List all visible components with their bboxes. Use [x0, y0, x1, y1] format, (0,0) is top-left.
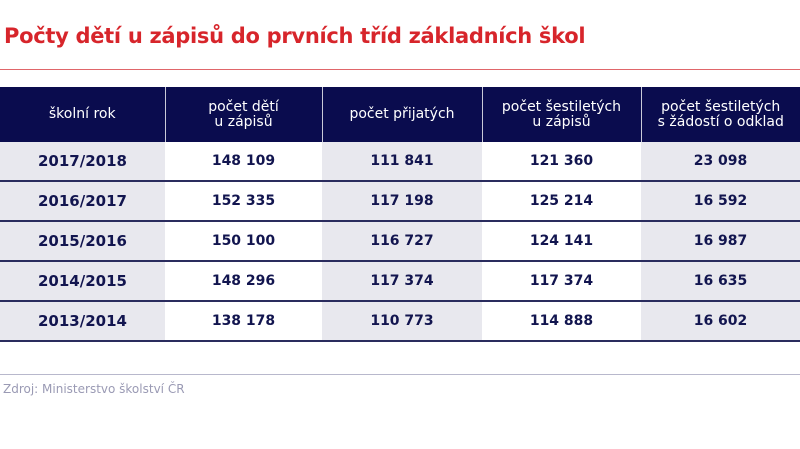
- cell-deferral: 16 635: [641, 261, 800, 301]
- cell-accepted: 111 841: [322, 142, 482, 181]
- cell-children: 152 335: [165, 181, 322, 221]
- cell-six-year-olds: 124 141: [482, 221, 641, 261]
- title-divider: [0, 69, 800, 70]
- header-deferral-requests: počet šestiletých s žádostí o odklad: [641, 87, 800, 142]
- header-school-year: školní rok: [0, 87, 165, 142]
- cell-year: 2013/2014: [0, 301, 165, 341]
- table-row: [0, 142, 800, 181]
- cell-deferral: 16 602: [641, 301, 800, 341]
- cell-accepted: 110 773: [322, 301, 482, 341]
- cell-deferral: 16 987: [641, 221, 800, 261]
- cell-accepted: 116 727: [322, 221, 482, 261]
- data-table: [0, 87, 800, 342]
- page-title: Počty dětí u zápisů do prvních tříd základních škol: [4, 24, 586, 48]
- header-accepted-count: počet přijatých: [322, 87, 482, 142]
- cell-deferral: 23 098: [641, 142, 800, 181]
- cell-children: 148 296: [165, 261, 322, 301]
- cell-six-year-olds: 125 214: [482, 181, 641, 221]
- cell-year: 2014/2015: [0, 261, 165, 301]
- table-row: [0, 301, 800, 341]
- cell-accepted: 117 374: [322, 261, 482, 301]
- cell-accepted: 117 198: [322, 181, 482, 221]
- cell-six-year-olds: 114 888: [482, 301, 641, 341]
- cell-children: 150 100: [165, 221, 322, 261]
- cell-six-year-olds: 117 374: [482, 261, 641, 301]
- cell-children: 148 109: [165, 142, 322, 181]
- table-row: [0, 261, 800, 301]
- cell-year: 2016/2017: [0, 181, 165, 221]
- footer-divider: [0, 374, 800, 375]
- cell-year: 2015/2016: [0, 221, 165, 261]
- header-six-year-olds: počet šestiletých u zápisů: [482, 87, 641, 142]
- cell-children: 138 178: [165, 301, 322, 341]
- cell-year: 2017/2018: [0, 142, 165, 181]
- table-row: [0, 181, 800, 221]
- cell-deferral: 16 592: [641, 181, 800, 221]
- cell-six-year-olds: 121 360: [482, 142, 641, 181]
- header-row: [0, 87, 800, 142]
- header-children-count: počet dětí u zápisů: [165, 87, 322, 142]
- source-note: Zdroj: Ministerstvo školství ČR: [3, 382, 185, 396]
- table-row: [0, 221, 800, 261]
